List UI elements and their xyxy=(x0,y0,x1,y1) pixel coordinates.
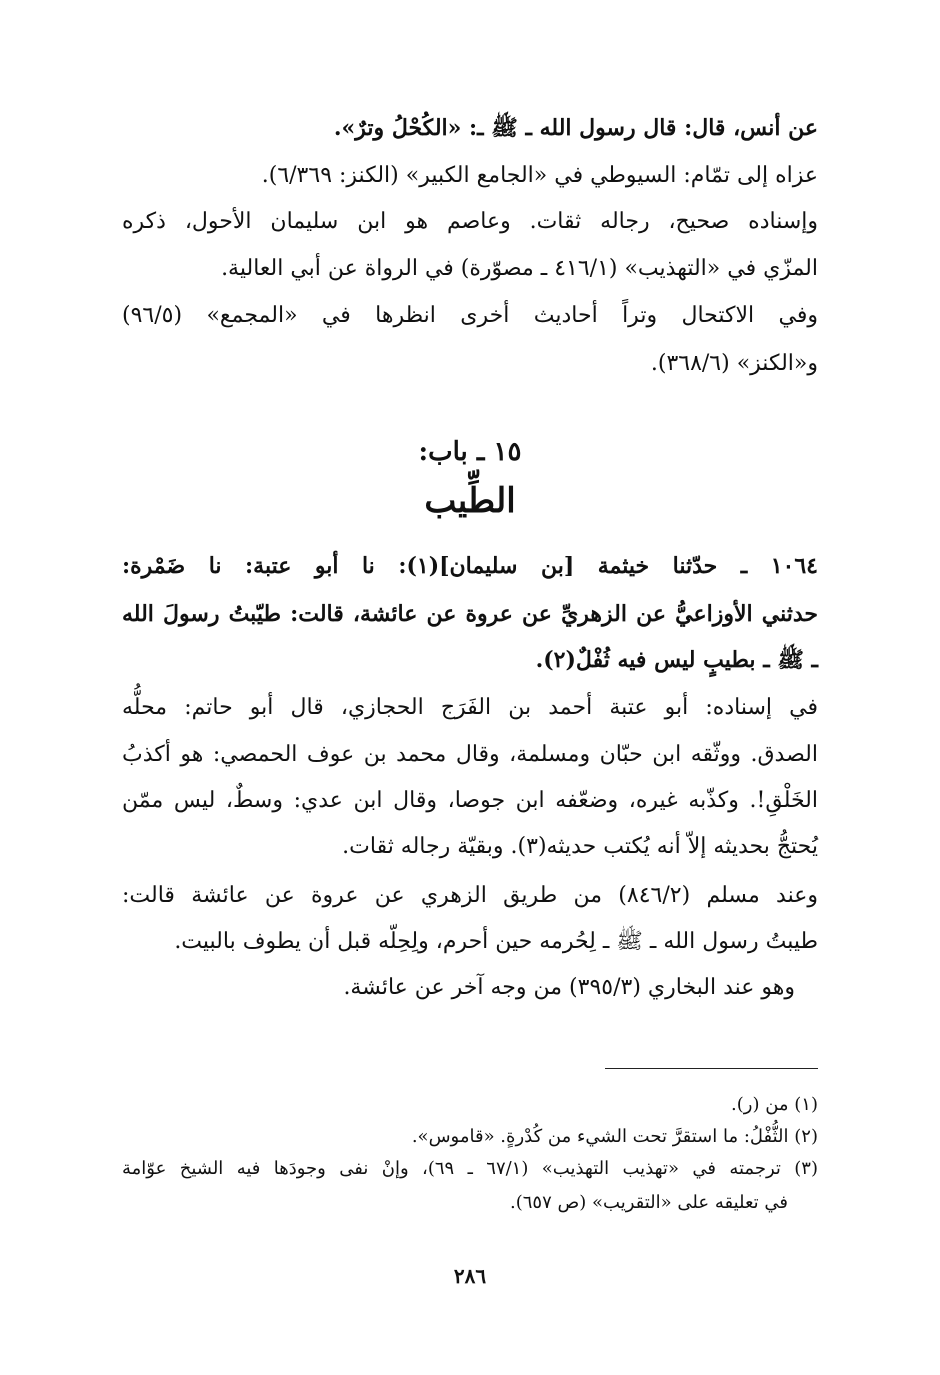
hadith-line: ـ ﷺ ـ بطيبٍ ليس فيه ثُفْلٌ(٢). xyxy=(535,647,818,673)
chapter-number: ١٥ ـ باب: xyxy=(418,437,522,467)
commentary-line: الخَلْقِ!. وكذّبه غيره، وضعّفه ابن جوصا، وقال ابن عدي: وسطٌ، ليس ممّن xyxy=(122,788,818,813)
hadith-line: حدثني الأوزاعيُّ عن الزهريِّ عن عروة عن عائشة، قالت: طيّبتُ رسولَ الله xyxy=(122,601,818,627)
page-number: ٢٨٦ xyxy=(453,1264,487,1288)
chapter-title: الطِّيب xyxy=(424,481,516,521)
text-line: عن أنس، قال: قال رسول الله ـ ﷺ ـ: «الكُحْلُ وترٌ». xyxy=(333,115,818,141)
commentary-line: يُحتجُّ بحديثه إلاّ أنه يُكتب حديثه(٣). وبقيّة رجاله ثقات. xyxy=(342,834,818,859)
footnote: في تعليقه على «التقريب» (ص ٦٥٧). xyxy=(510,1192,788,1213)
text-line: وفي الاكتحال وتراً أحاديث أخرى انظرها في «المجمع» (٩٦/٥) xyxy=(122,303,818,328)
footnote: (٣) ترجمته في «تهذيب التهذيب» (٦٧/١ ـ ٦٩)، وإنْ نفى وجودَها فيه الشيخ عوّامة xyxy=(122,1158,818,1179)
commentary-line: في إسناده: أبو عتبة أحمد بن الفَرَج الحجازي، قال أبو حاتم: محلُّه xyxy=(122,695,818,720)
text-line: وإسناده صحيح، رجاله ثقات. وعاصم هو ابن سليمان الأحول، ذكره xyxy=(122,209,818,234)
hadith-line: ١٠٦٤ ـ حدّثنا خيثمة [بن سليمان](١): نا أبو عتبة: نا ضَمْرة: xyxy=(122,553,818,579)
text-line: عزاه إلى تمّام: السيوطي في «الجامع الكبير» (الكنز: ٦/٣٦٩). xyxy=(261,163,818,188)
footnote: (٢) الثُّفْلُ: ما استقرَّ تحت الشيء من كُدْرةٍ. «قاموس». xyxy=(411,1126,818,1147)
footnote: (١) من (ر). xyxy=(731,1094,818,1115)
text-line: المزّي في «التهذيب» (٤١٦/١ ـ مصوّرة) في الرواة عن أبي العالية. xyxy=(221,256,818,281)
commentary-line: طيبتُ رسول الله ـ ﷺ ـ لِحُرمه حين أحرم، ولِحِلّه قبل أن يطوف بالبيت. xyxy=(174,929,818,954)
footnote-separator xyxy=(605,1068,818,1069)
text-line: و«الكنز» (٣٦٨/٦). xyxy=(650,351,818,376)
commentary-line: وهو عند البخاري (٣٩٥/٣) من وجه آخر عن عائشة. xyxy=(343,975,795,1000)
commentary-line: الصدق. ووثّقه ابن حبّان ومسلمة، وقال محمد بن عوف الحمصي: هو أكذبُ xyxy=(122,742,818,767)
commentary-line: وعند مسلم (٨٤٦/٢) من طريق الزهري عن عروة عن عائشة قالت: xyxy=(122,883,818,908)
